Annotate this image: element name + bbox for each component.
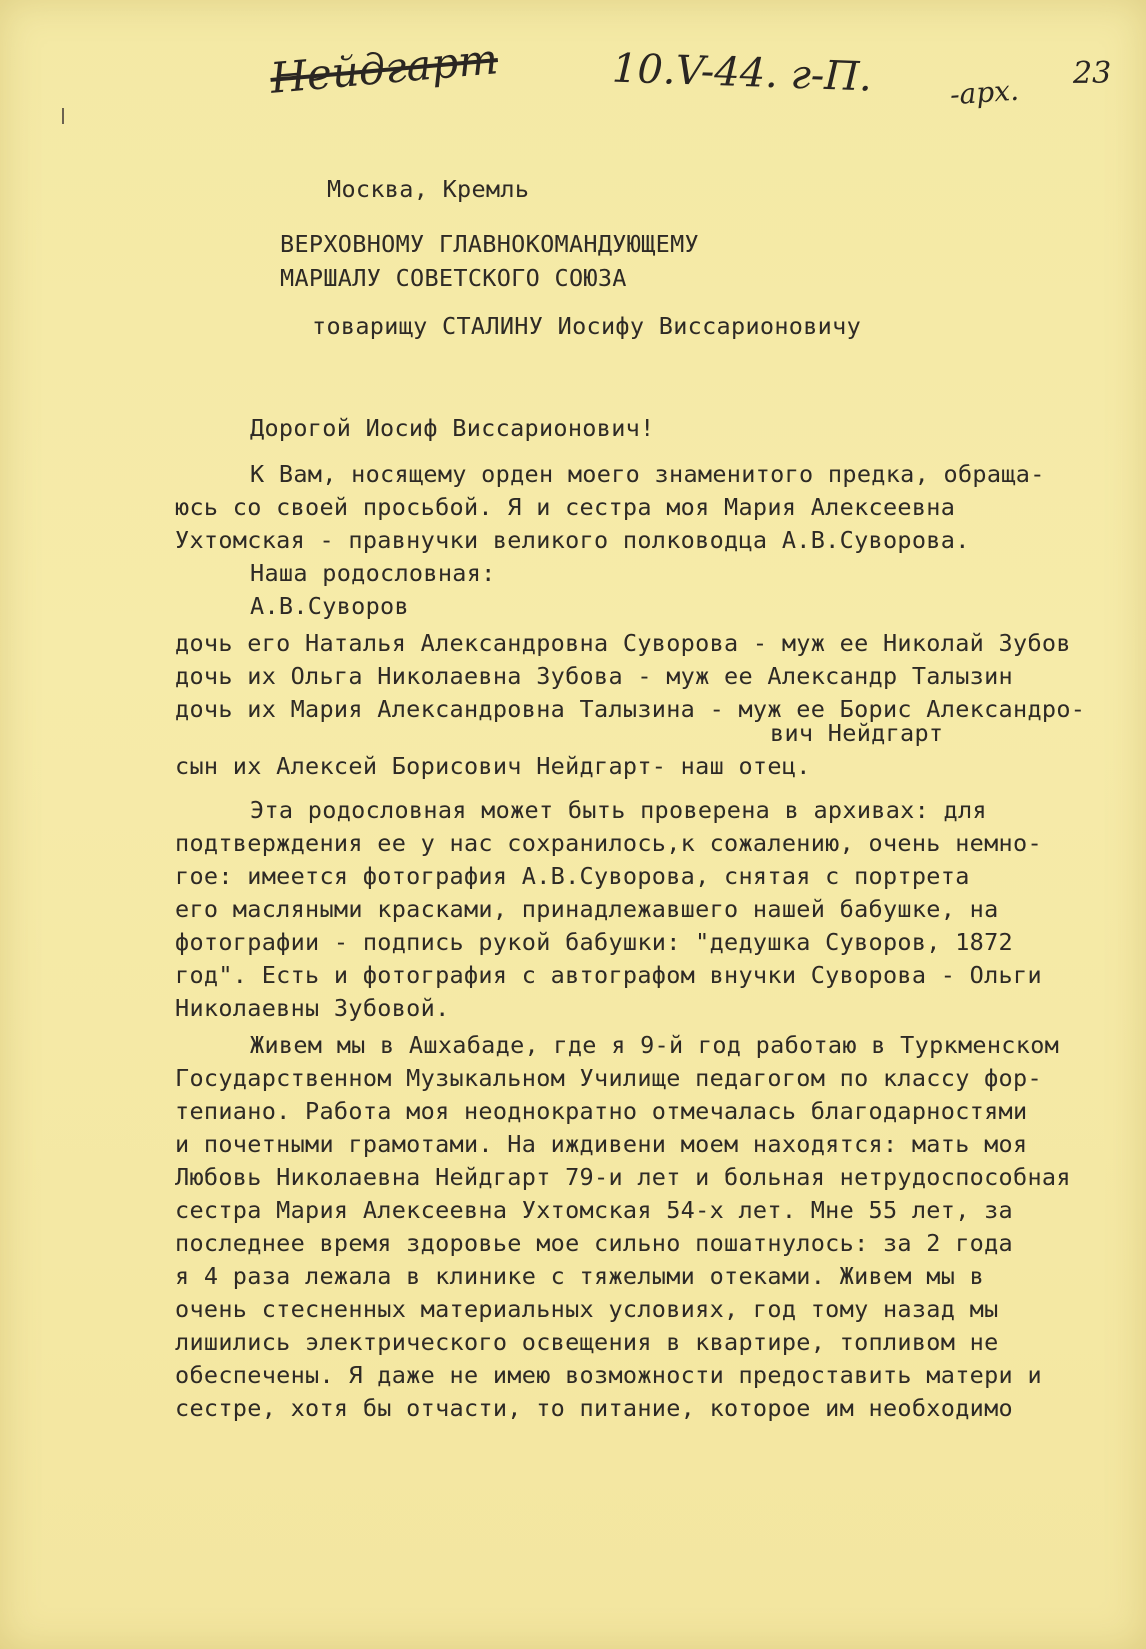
body-line: фотографии - подпись рукой бабушки: "дедушка Суворов, 1872 — [175, 928, 1013, 956]
address-line-4: товарищу СТАЛИНУ Иосифу Виссарионовичу — [312, 312, 862, 340]
body-line: Эта родословная может быть проверена в архивах: для — [250, 796, 987, 824]
handwritten-archive-mark: -арх. — [948, 73, 1020, 112]
body-line: сестре, хотя бы отчасти, то питание, которое им необходимо — [175, 1394, 1013, 1422]
body-line: гое: имеется фотография А.В.Суворова, снятая с портрета — [175, 862, 970, 890]
body-line: год". Есть и фотография с автографом внучки Суворова - Ольги — [175, 961, 1042, 989]
body-line: обеспечены. Я даже не имею возможности предоставить матери и — [175, 1361, 1042, 1389]
body-line: К Вам, носящему орден моего знаменитого предка, обраща- — [250, 460, 1045, 488]
body-line: последнее время здоровье мое сильно пошатнулось: за 2 года — [175, 1229, 1013, 1257]
body-line: я 4 раза лежала в клинике с тяжелыми отеками. Живем мы в — [175, 1262, 985, 1290]
body-line: юсь со своей просьбой. Я и сестра моя Мария Алексеевна — [175, 493, 956, 521]
body-line: Государственном Музыкальном Училище педагогом по классу фор- — [175, 1064, 1042, 1092]
body-line: лишились электрического освещения в квартире, топливом не — [175, 1328, 999, 1356]
body-line: тепиано. Работа моя неоднократно отмечалась благодарностями — [175, 1097, 1028, 1125]
body-line: очень стесненных материальных условиях, год тому назад мы — [175, 1295, 999, 1323]
body-line: А.В.Суворов — [250, 592, 409, 620]
body-line: вич Нейдгарт — [770, 719, 944, 747]
body-line: сестра Мария Алексеевна Ухтомская 54-х лет. Мне 55 лет, за — [175, 1196, 1013, 1224]
body-line: его масляными красками, принадлежавшего нашей бабушке, на — [175, 895, 999, 923]
handwritten-name: Нейдгарт — [268, 34, 500, 103]
page-number: 23 — [1073, 56, 1112, 91]
body-line: Николаевны Зубовой. — [175, 994, 450, 1022]
body-line: и почетными грамотами. На иждивени моем находятся: мать моя — [175, 1130, 1028, 1158]
body-line: Живем мы в Ашхабаде, где я 9-й год работаю в Туркменском — [250, 1031, 1060, 1059]
body-line: дочь его Наталья Александровна Суворова - муж ее Николай Зубов — [175, 629, 1071, 657]
handwritten-date: 10.V-44. г-П. — [611, 45, 873, 101]
body-line: дочь их Мария Александровна Талызина - муж ее Борис Александро- — [175, 695, 1086, 723]
address-line-1: Москва, Кремль — [327, 175, 530, 203]
body-line: подтверждения ее у нас сохранилось,к сожалению, очень немно- — [175, 829, 1042, 857]
body-line: сын их Алексей Борисович Нейдгарт- наш отец. — [175, 752, 811, 780]
body-line: Любовь Николаевна Нейдгарт 79-и лет и больная нетрудоспособная — [175, 1163, 1071, 1191]
address-line-3: МАРШАЛУ СОВЕТСКОГО СОЮЗА — [280, 264, 627, 292]
body-line: Дорогой Иосиф Виссарионович! — [250, 414, 655, 442]
body-line: дочь их Ольга Николаевна Зубова - муж ее Александр Талызин — [175, 662, 1013, 690]
body-line: Наша родословная: — [250, 559, 496, 587]
body-line: Ухтомская - правнучки великого полководца А.В.Суворова. — [175, 526, 970, 554]
address-line-2: ВЕРХОВНОМУ ГЛАВНОКОМАНДУЮЩЕМУ — [280, 230, 699, 258]
edge-mark — [62, 108, 64, 124]
